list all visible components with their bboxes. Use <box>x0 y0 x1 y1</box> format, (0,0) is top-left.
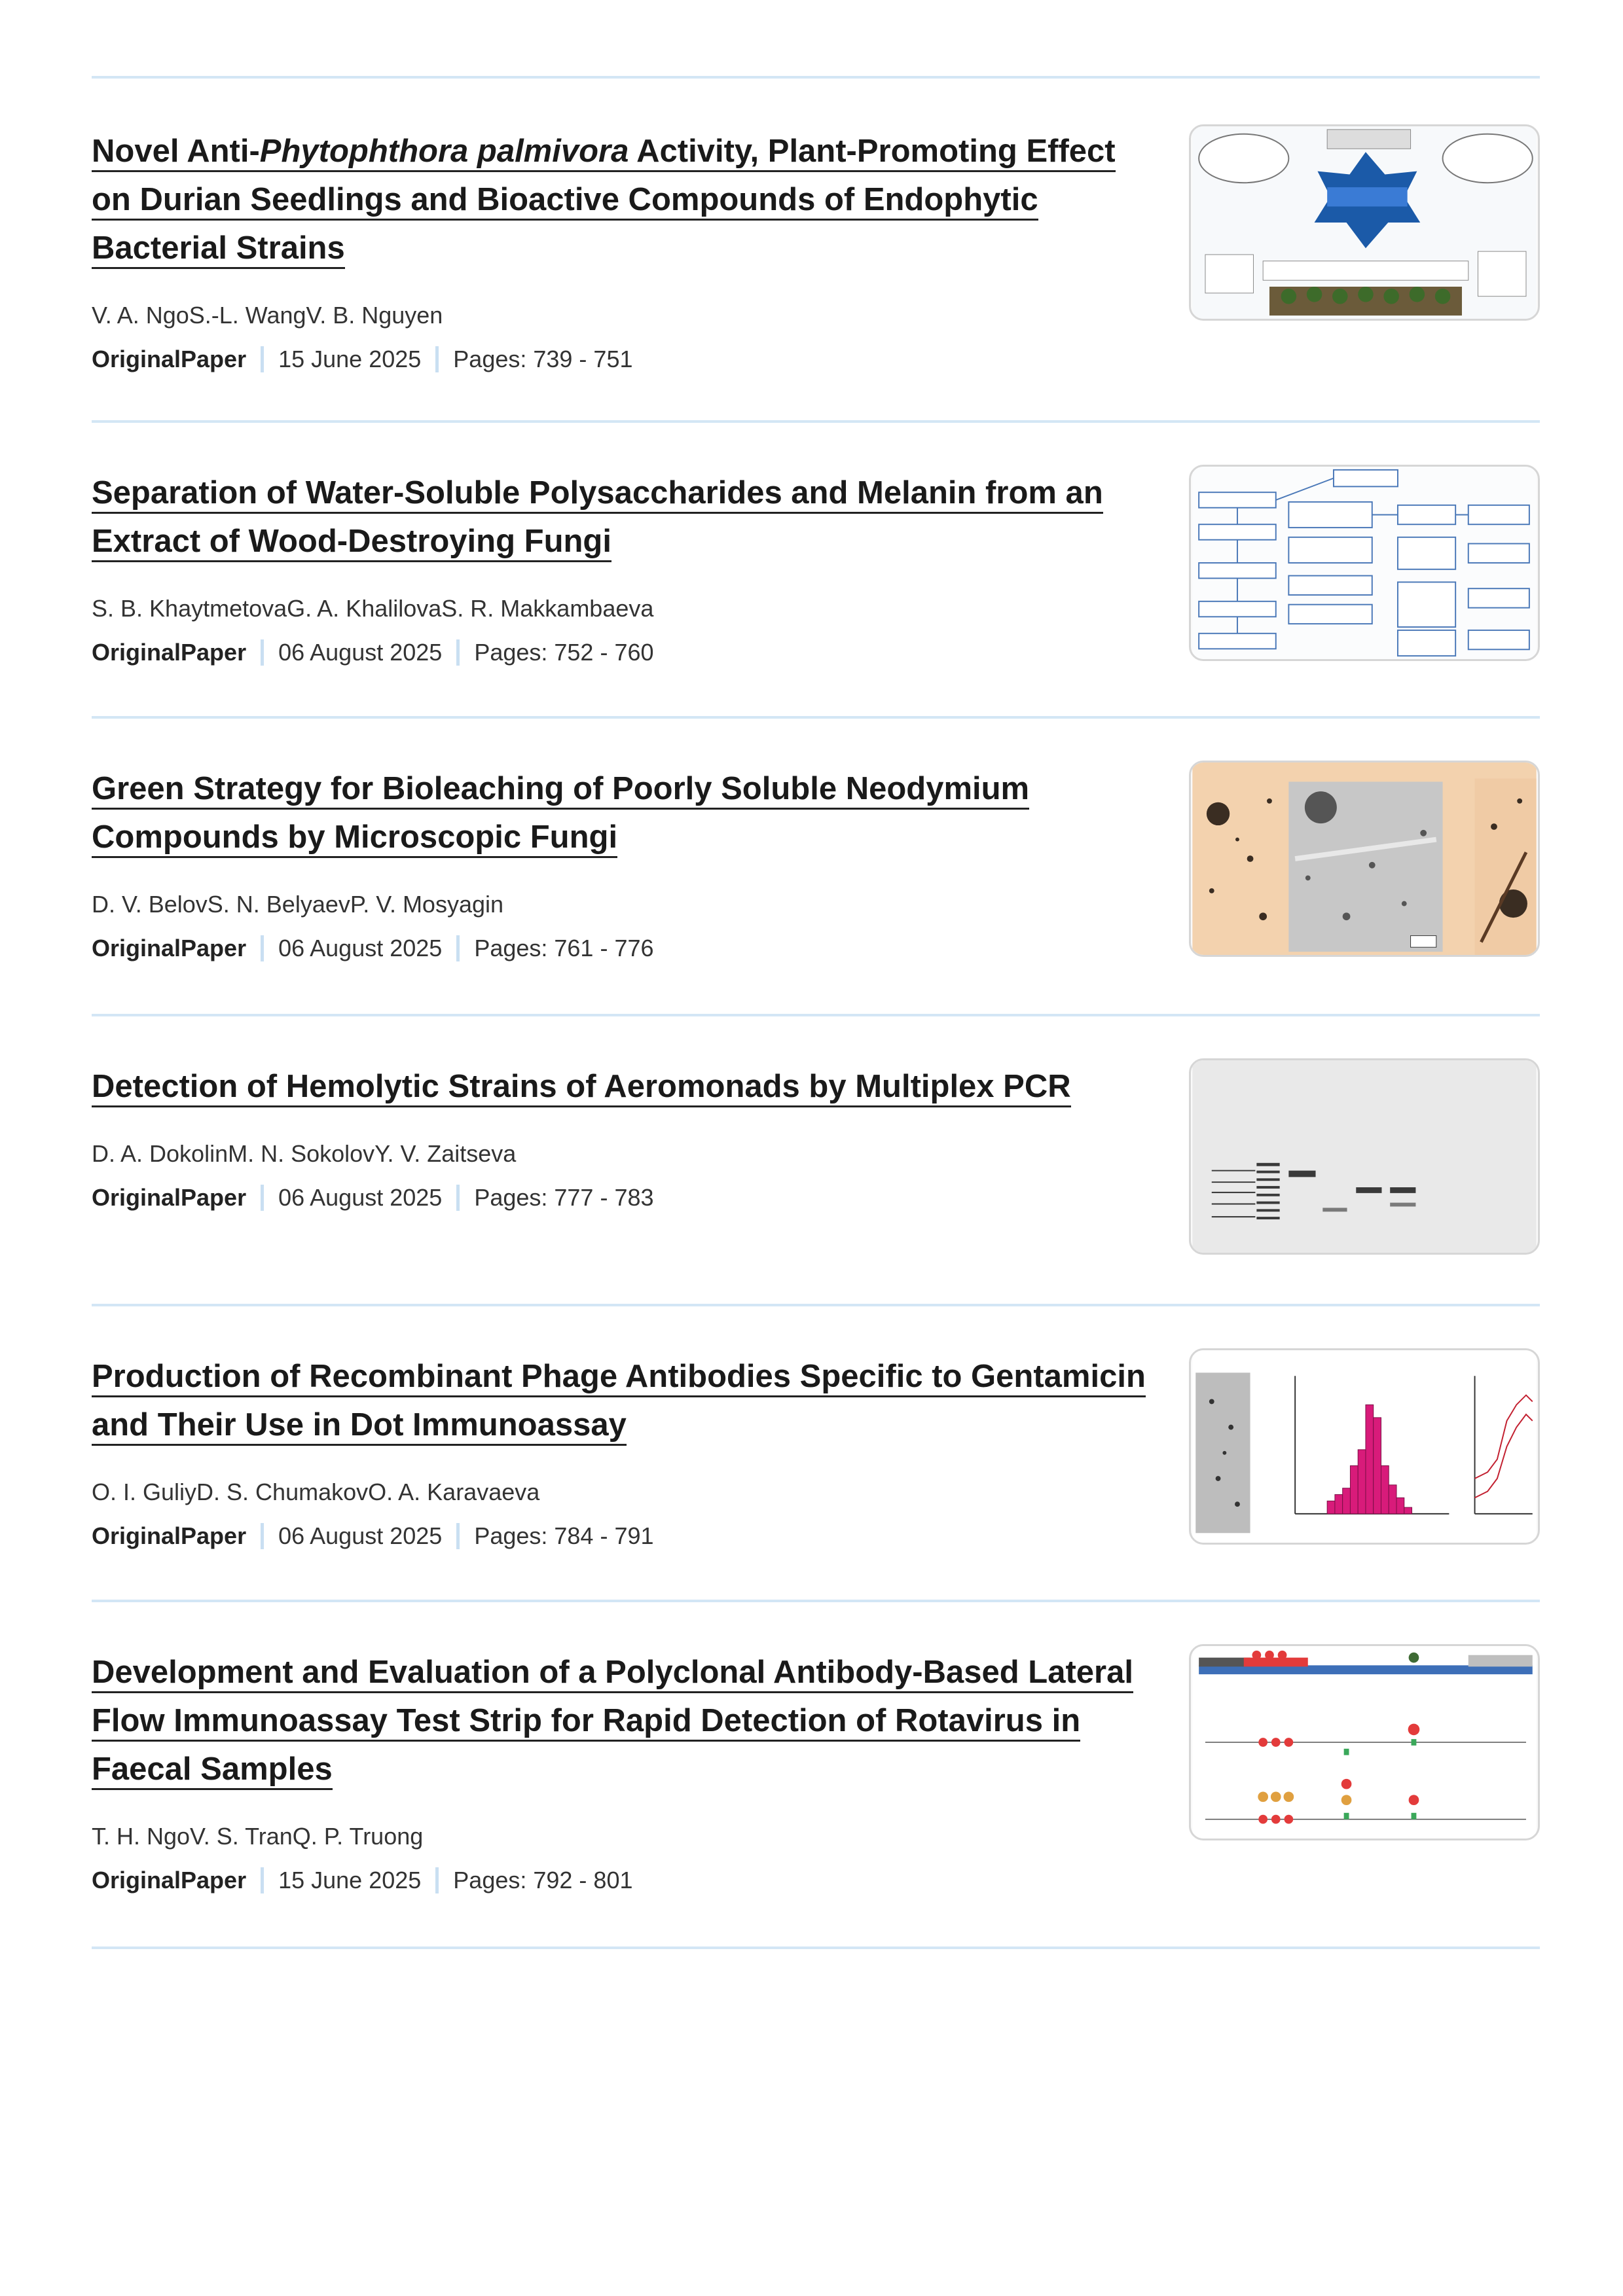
graphical-abstract-diagram-icon <box>1191 126 1538 319</box>
meta-separator <box>261 1185 264 1211</box>
meta-separator <box>456 1185 460 1211</box>
article-item <box>92 719 1540 1016</box>
microscopy-image-icon <box>1191 762 1538 955</box>
histogram-figure-icon <box>1191 1350 1538 1543</box>
meta-separator <box>456 935 460 961</box>
article-title <box>92 1062 1152 1111</box>
article-item <box>92 79 1540 423</box>
article-authors: D. A. DokolinM. N. SokolovY. V. Zaitseva <box>92 1140 517 1167</box>
article-title-link[interactable]: Detection of Hemolytic Strains of Aeromonads by Multiplex PCR <box>92 1069 1071 1107</box>
article-pages: Pages: 777 - 783 <box>474 1184 654 1211</box>
article-date: 15 June 2025 <box>278 1867 422 1893</box>
article-pages: Pages: 761 - 776 <box>474 935 654 961</box>
article-type: OriginalPaper <box>92 346 247 372</box>
article-pages: Pages: 752 - 760 <box>474 639 654 666</box>
meta-separator <box>456 639 460 666</box>
article-title-link[interactable]: Separation of Water-Soluble Polysaccharides and Melanin from an Extract of Wood-Destroying Fungi <box>92 475 1103 562</box>
meta-separator <box>261 935 264 961</box>
article-thumbnail[interactable] <box>1189 761 1540 957</box>
article-title <box>92 127 1152 272</box>
article-list <box>92 76 1540 1949</box>
article-title-link[interactable]: Production of Recombinant Phage Antibodies Specific to Gentamicin and Their Use in Dot Immunoassay <box>92 1359 1146 1446</box>
gel-electrophoresis-image-icon <box>1191 1060 1538 1253</box>
article-date: 06 August 2025 <box>278 1522 443 1549</box>
article-date: 06 August 2025 <box>278 639 443 666</box>
test-strip-schematic-icon <box>1191 1646 1538 1839</box>
article-item <box>92 1016 1540 1306</box>
article-type: OriginalPaper <box>92 935 247 961</box>
article-type: OriginalPaper <box>92 1184 247 1211</box>
article-date: 15 June 2025 <box>278 346 422 372</box>
article-item <box>92 1602 1540 1949</box>
meta-separator <box>456 1523 460 1549</box>
article-title <box>92 764 1152 861</box>
article-pages: Pages: 792 - 801 <box>453 1867 633 1893</box>
article-title-link[interactable]: Novel Anti-Phytophthora palmivora Activity, Plant-Promoting Effect on Durian Seedlings and Bioactive Compounds of Endophytic Bacterial Strains <box>92 134 1116 269</box>
article-thumbnail[interactable] <box>1189 1348 1540 1545</box>
meta-separator <box>261 1523 264 1549</box>
article-pages: Pages: 739 - 751 <box>453 346 633 372</box>
article-title <box>92 1352 1152 1449</box>
article-meta <box>92 1865 1152 1895</box>
meta-separator <box>435 1867 439 1893</box>
article-authors: V. A. NgoS.-L. WangV. B. Nguyen <box>92 302 443 329</box>
article-meta <box>92 933 1152 963</box>
article-authors: S. B. KhaytmetovaG. A. KhalilovaS. R. Makkambaeva <box>92 595 654 622</box>
article-thumbnail[interactable] <box>1189 1058 1540 1255</box>
article-date: 06 August 2025 <box>278 935 443 961</box>
article-type: OriginalPaper <box>92 1522 247 1549</box>
article-item <box>92 1306 1540 1602</box>
article-item <box>92 423 1540 719</box>
article-thumbnail[interactable] <box>1189 124 1540 321</box>
divider <box>92 1946 1540 1949</box>
article-thumbnail[interactable] <box>1189 465 1540 661</box>
article-type: OriginalPaper <box>92 639 247 666</box>
flowchart-diagram-icon <box>1191 467 1538 659</box>
article-type: OriginalPaper <box>92 1867 247 1893</box>
article-authors: O. I. GuliyD. S. ChumakovO. A. Karavaeva <box>92 1479 540 1505</box>
article-meta <box>92 637 1152 668</box>
article-authors: T. H. NgoV. S. TranQ. P. Truong <box>92 1823 424 1850</box>
meta-separator <box>261 639 264 666</box>
article-title <box>92 469 1152 565</box>
article-date: 06 August 2025 <box>278 1184 443 1211</box>
meta-separator <box>261 1867 264 1893</box>
article-title-link[interactable]: Green Strategy for Bioleaching of Poorly Soluble Neodymium Compounds by Microscopic Fungi <box>92 771 1029 858</box>
article-title-link[interactable]: Development and Evaluation of a Polyclonal Antibody-Based Lateral Flow Immunoassay Test Strip for Rapid Detection of Rotavirus in Faecal Samples <box>92 1655 1133 1790</box>
meta-separator <box>261 346 264 372</box>
article-thumbnail[interactable] <box>1189 1644 1540 1840</box>
article-pages: Pages: 784 - 791 <box>474 1522 654 1549</box>
article-meta <box>92 344 1152 374</box>
article-meta <box>92 1521 1152 1551</box>
article-meta <box>92 1183 1152 1213</box>
article-authors: D. V. BelovS. N. BelyaevP. V. Mosyagin <box>92 891 504 918</box>
meta-separator <box>435 346 439 372</box>
article-title <box>92 1648 1152 1793</box>
